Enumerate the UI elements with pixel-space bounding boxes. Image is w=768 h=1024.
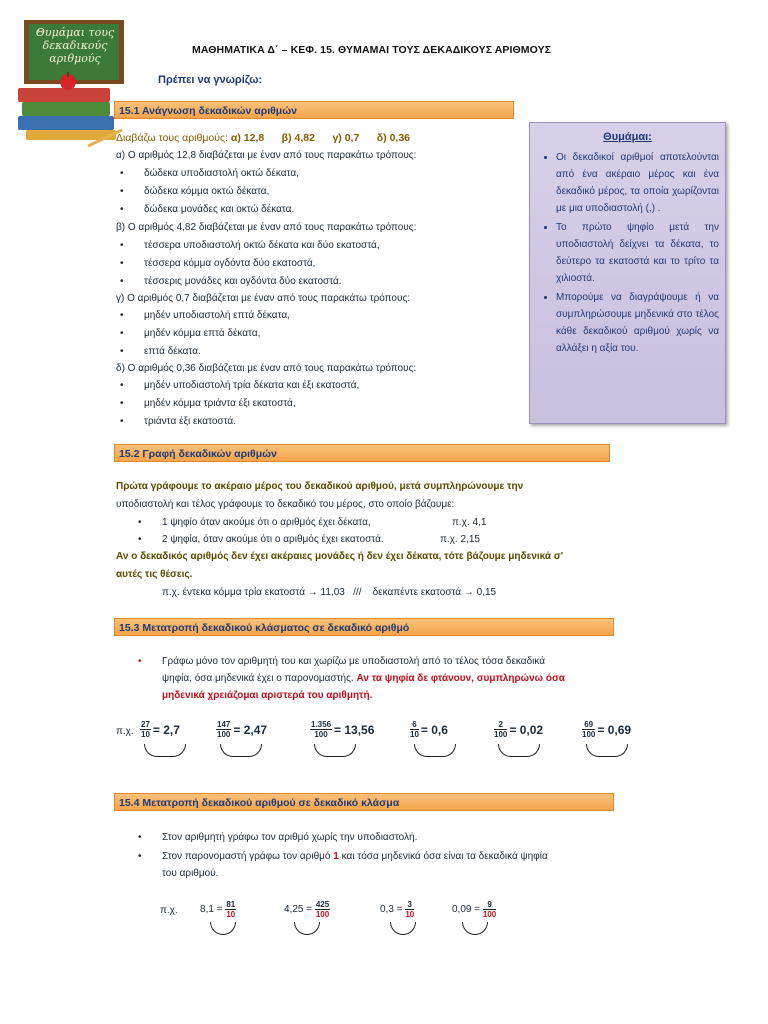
fraction [582,720,595,739]
jump-arc [462,922,488,935]
list-item: τέσσερα κόμμα ογδόντα δύο εκατοστά, [144,258,316,269]
denominator: 100 [315,910,330,919]
list-item: δώδεκα κόμμα οκτώ δέκατα, [144,186,270,197]
s4-text-b: και τόσα μηδενικά όσα είναι τα δεκαδικά ψηφία [341,851,548,862]
fraction-example [582,720,631,739]
section-heading-15-1: 15.1 Ανάγνωση δεκαδικών αριθμών [114,101,514,119]
subtitle: Πρέπει να γνωρίζω: [158,74,263,86]
list-item: 1 ψηφίο όταν ακούμε ότι ο αριθμός έχει δέκατα, [162,517,371,528]
numerator: 9 [483,900,496,910]
fraction-example [410,720,448,739]
list-item [162,851,548,862]
list-item: δώδεκα μονάδες και οκτώ δέκατα. [144,204,295,215]
c-heading: γ) Ο αριθμός 0,7 διαβάζεται με έναν από τους παρακάτω τρόπους: [116,293,411,304]
fraction [216,720,231,739]
result: = 0,6 [420,722,448,737]
bullet: • [120,328,124,339]
list-item: τριάντα έξι εκατοστά. [144,416,236,427]
denominator: 100 [582,730,596,739]
result: = 13,56 [334,722,375,737]
jump-arc [586,744,628,757]
bullet: • [138,517,142,528]
bullet: • [120,258,124,269]
s2-example: π.χ. έντεκα κόμμα τρία εκατοστά → 11,03 /// δεκαπέντε εκατοστά → 0,15 [162,587,497,598]
numerator: 3 [405,900,414,910]
fraction [315,900,330,919]
section-heading-15-2: 15.2 Γραφή δεκαδικών αριθμών [114,444,610,462]
s4-text-a: Στον παρονομαστή γράφω τον αριθμό [162,851,331,862]
fraction [310,720,332,739]
page-title: ΜΑΘΗΜΑΤΙΚΑ Δ΄ – ΚΕΦ. 15. ΘΥΜΑΜΑΙ ΤΟΥΣ ΔΕΚΑΔΙΚΟΥΣ ΑΡΙΘΜΟΥΣ [192,44,552,56]
result: = 0,02 [509,722,544,737]
denominator: 10 [226,910,236,919]
bullet: • [120,276,124,287]
denominator: 100 [494,730,508,739]
list-item: μηδέν υποδιαστολή τρία δέκατα και έξι εκατοστά, [144,380,360,391]
decimal-example [452,900,496,919]
bullet: • [120,380,124,391]
numerator: 147 [217,720,231,729]
list-item: Στον αριθμητή γράφω τον αριθμό χωρίς την υποδιαστολή. [162,832,418,843]
numerator: 69 [582,720,595,730]
jump-arc [314,744,356,757]
bullet: • [120,398,124,409]
jump-arc [414,744,456,757]
bullet: • [120,346,124,357]
s2-paragraph-2b: αυτές τις θέσεις. [116,569,193,580]
denominator: 100 [217,730,231,739]
decimal: 0,09 = [452,904,483,915]
fraction [410,720,419,739]
logo [18,18,128,148]
numerator: 27 [141,720,150,729]
example: π.χ. 2,15 [440,534,480,545]
result: = 2,7 [152,722,180,737]
jump-arc [220,744,262,757]
denominator: 100 [314,730,328,739]
s3-text: ψηφία, όσα μηδενικά έχει ο παρονομαστής. [162,673,354,684]
logo-text-2: δεκαδικούς [42,39,108,52]
bullet: • [138,534,142,545]
example: π.χ. 4,1 [452,517,487,528]
bullet: • [120,204,124,215]
jump-arc [498,744,540,757]
s4-one: 1 [333,851,339,862]
fraction [494,720,507,739]
list-item: 2 ψηφία, όταν ακούμε ότι ο αριθμός έχει εκατοστά. [162,534,384,545]
decimal-example [200,900,236,919]
s3-paragraph-b [162,673,565,684]
decimal-example [380,900,414,919]
list-item: μηδέν κόμμα επτά δέκατα, [144,328,261,339]
fraction-example [310,720,374,739]
s2-paragraph-2a: Αν ο δεκαδικός αριθμός δεν έχει ακέραιες μονάδες ή δεν έχει δέκατα, τότε βάζουμε μηδενικά σ' [116,551,564,562]
intro-label: Διαβάζω τους αριθμούς: [116,132,228,144]
numerator: 1.356 [311,720,332,729]
fraction-example [140,720,180,739]
s3-paragraph-a: Γράφω μόνο τον αριθμητή του και χωρίζω με υποδιαστολή από το τέλος τόσα δεκαδικά [162,656,546,667]
logo-text-1: Θυμάμαι τους [35,26,115,39]
bullet: • [138,851,142,862]
fraction [405,900,414,919]
d-heading: δ) Ο αριθμός 0,36 διαβάζεται με έναν από τους παρακάτω τρόπους: [116,363,417,374]
example-label: π.χ. [160,905,178,916]
reminder-item: • Οι δεκαδικοί αριθμοί αποτελούνται από ένα ακέραιο μέρος και ένα δεκαδικό μέρος, τα οποία χωρίζονται με μια υποδιαστολή (,) . [556,149,719,217]
bullet: • [120,240,124,251]
list-item: του αριθμού. [162,868,219,879]
result: = 0,69 [597,722,632,737]
numerator: 425 [315,900,330,909]
list-item: μηδέν κόμμα τριάντα έξι εκατοστά, [144,398,296,409]
reminder-title: Θυμάμαι: [603,131,652,143]
decimal: 8,1 = [200,904,226,915]
reminder-box [529,122,726,424]
bullet: • [120,168,124,179]
s2-paragraph-1b: υποδιαστολή και τέλος γράφουμε το δεκαδικό του μέρος, στο οποίο βάζουμε: [116,499,455,510]
intro-numbers: α) 12,8 β) 4,82 γ) 0,7 δ) 0,36 [230,132,411,144]
list-item: δώδεκα υποδιαστολή οκτώ δέκατα, [144,168,299,179]
fraction-example [216,720,267,739]
section-heading-15-3: 15.3 Μετατροπή δεκαδικού κλάσματος σε δεκαδικό αριθμό [114,618,614,636]
s3-highlight-2: μηδενικά χρειάζομαι αριστερά του αριθμητή. [162,690,373,701]
section-heading-15-4: 15.4 Μετατροπή δεκαδικού αριθμού σε δεκαδικό κλάσμα [114,793,614,811]
denominator: 10 [405,910,415,919]
bullet: • [120,310,124,321]
decimal: 4,25 = [284,904,315,915]
reminder-item: • Το πρώτο ψηφίο μετά την υποδιαστολή δείχνει τα δέκατα, το δεύτερο τα εκατοστά και το τρίτο τα χιλιοστά. [556,219,719,287]
bullet: • [120,186,124,197]
jump-arc [144,744,186,757]
fraction [140,720,151,739]
numerator: 6 [410,720,419,730]
logo-text-3: αριθμούς [49,52,101,65]
reminder-item: • Μπορούμε να διαγράψουμε ή να συμπληρώσουμε μηδενικά στο τέλος κάθε δεκαδικού αριθμού χωρίς να αλλάξει η αξία του. [556,289,719,357]
fraction [225,900,236,919]
s2-paragraph-1a: Πρώτα γράφουμε το ακέραιο μέρος του δεκαδικού αριθμού, μετά συμπληρώνουμε την [116,481,524,492]
a-heading: α) Ο αριθμός 12,8 διαβάζεται με έναν από τους παρακάτω τρόπους: [116,150,417,161]
list-item: μηδέν υποδιαστολή επτά δέκατα, [144,310,290,321]
s3-highlight: Αν τα ψηφία δε φτάνουν, συμπληρώνω όσα [356,673,565,684]
denominator: 100 [482,910,497,919]
decimal: 0,3 = [380,904,406,915]
denominator: 10 [410,730,419,739]
b-heading: β) Ο αριθμός 4,82 διαβάζεται με έναν από τους παρακάτω τρόπους: [116,222,417,233]
jump-arc [210,922,236,935]
list-item: τέσσερα υποδιαστολή οκτώ δέκατα και δύο εκατοστά, [144,240,380,251]
result: = 2,47 [233,722,268,737]
jump-arc [294,922,320,935]
denominator: 10 [141,730,150,739]
list-item: επτά δέκατα. [144,346,201,357]
numerator: 2 [494,720,507,730]
bullet: • [138,832,142,843]
decimal-example [284,900,330,919]
jump-arc [390,922,416,935]
bullet: • [138,656,142,667]
list-item: τέσσερις μονάδες και ογδόντα δύο εκατοστά. [144,276,342,287]
example-label: π.χ. [116,726,134,737]
fraction [483,900,496,919]
bullet: • [120,416,124,427]
numerator: 81 [226,900,236,909]
reading-intro [116,132,410,144]
fraction-example [494,720,543,739]
